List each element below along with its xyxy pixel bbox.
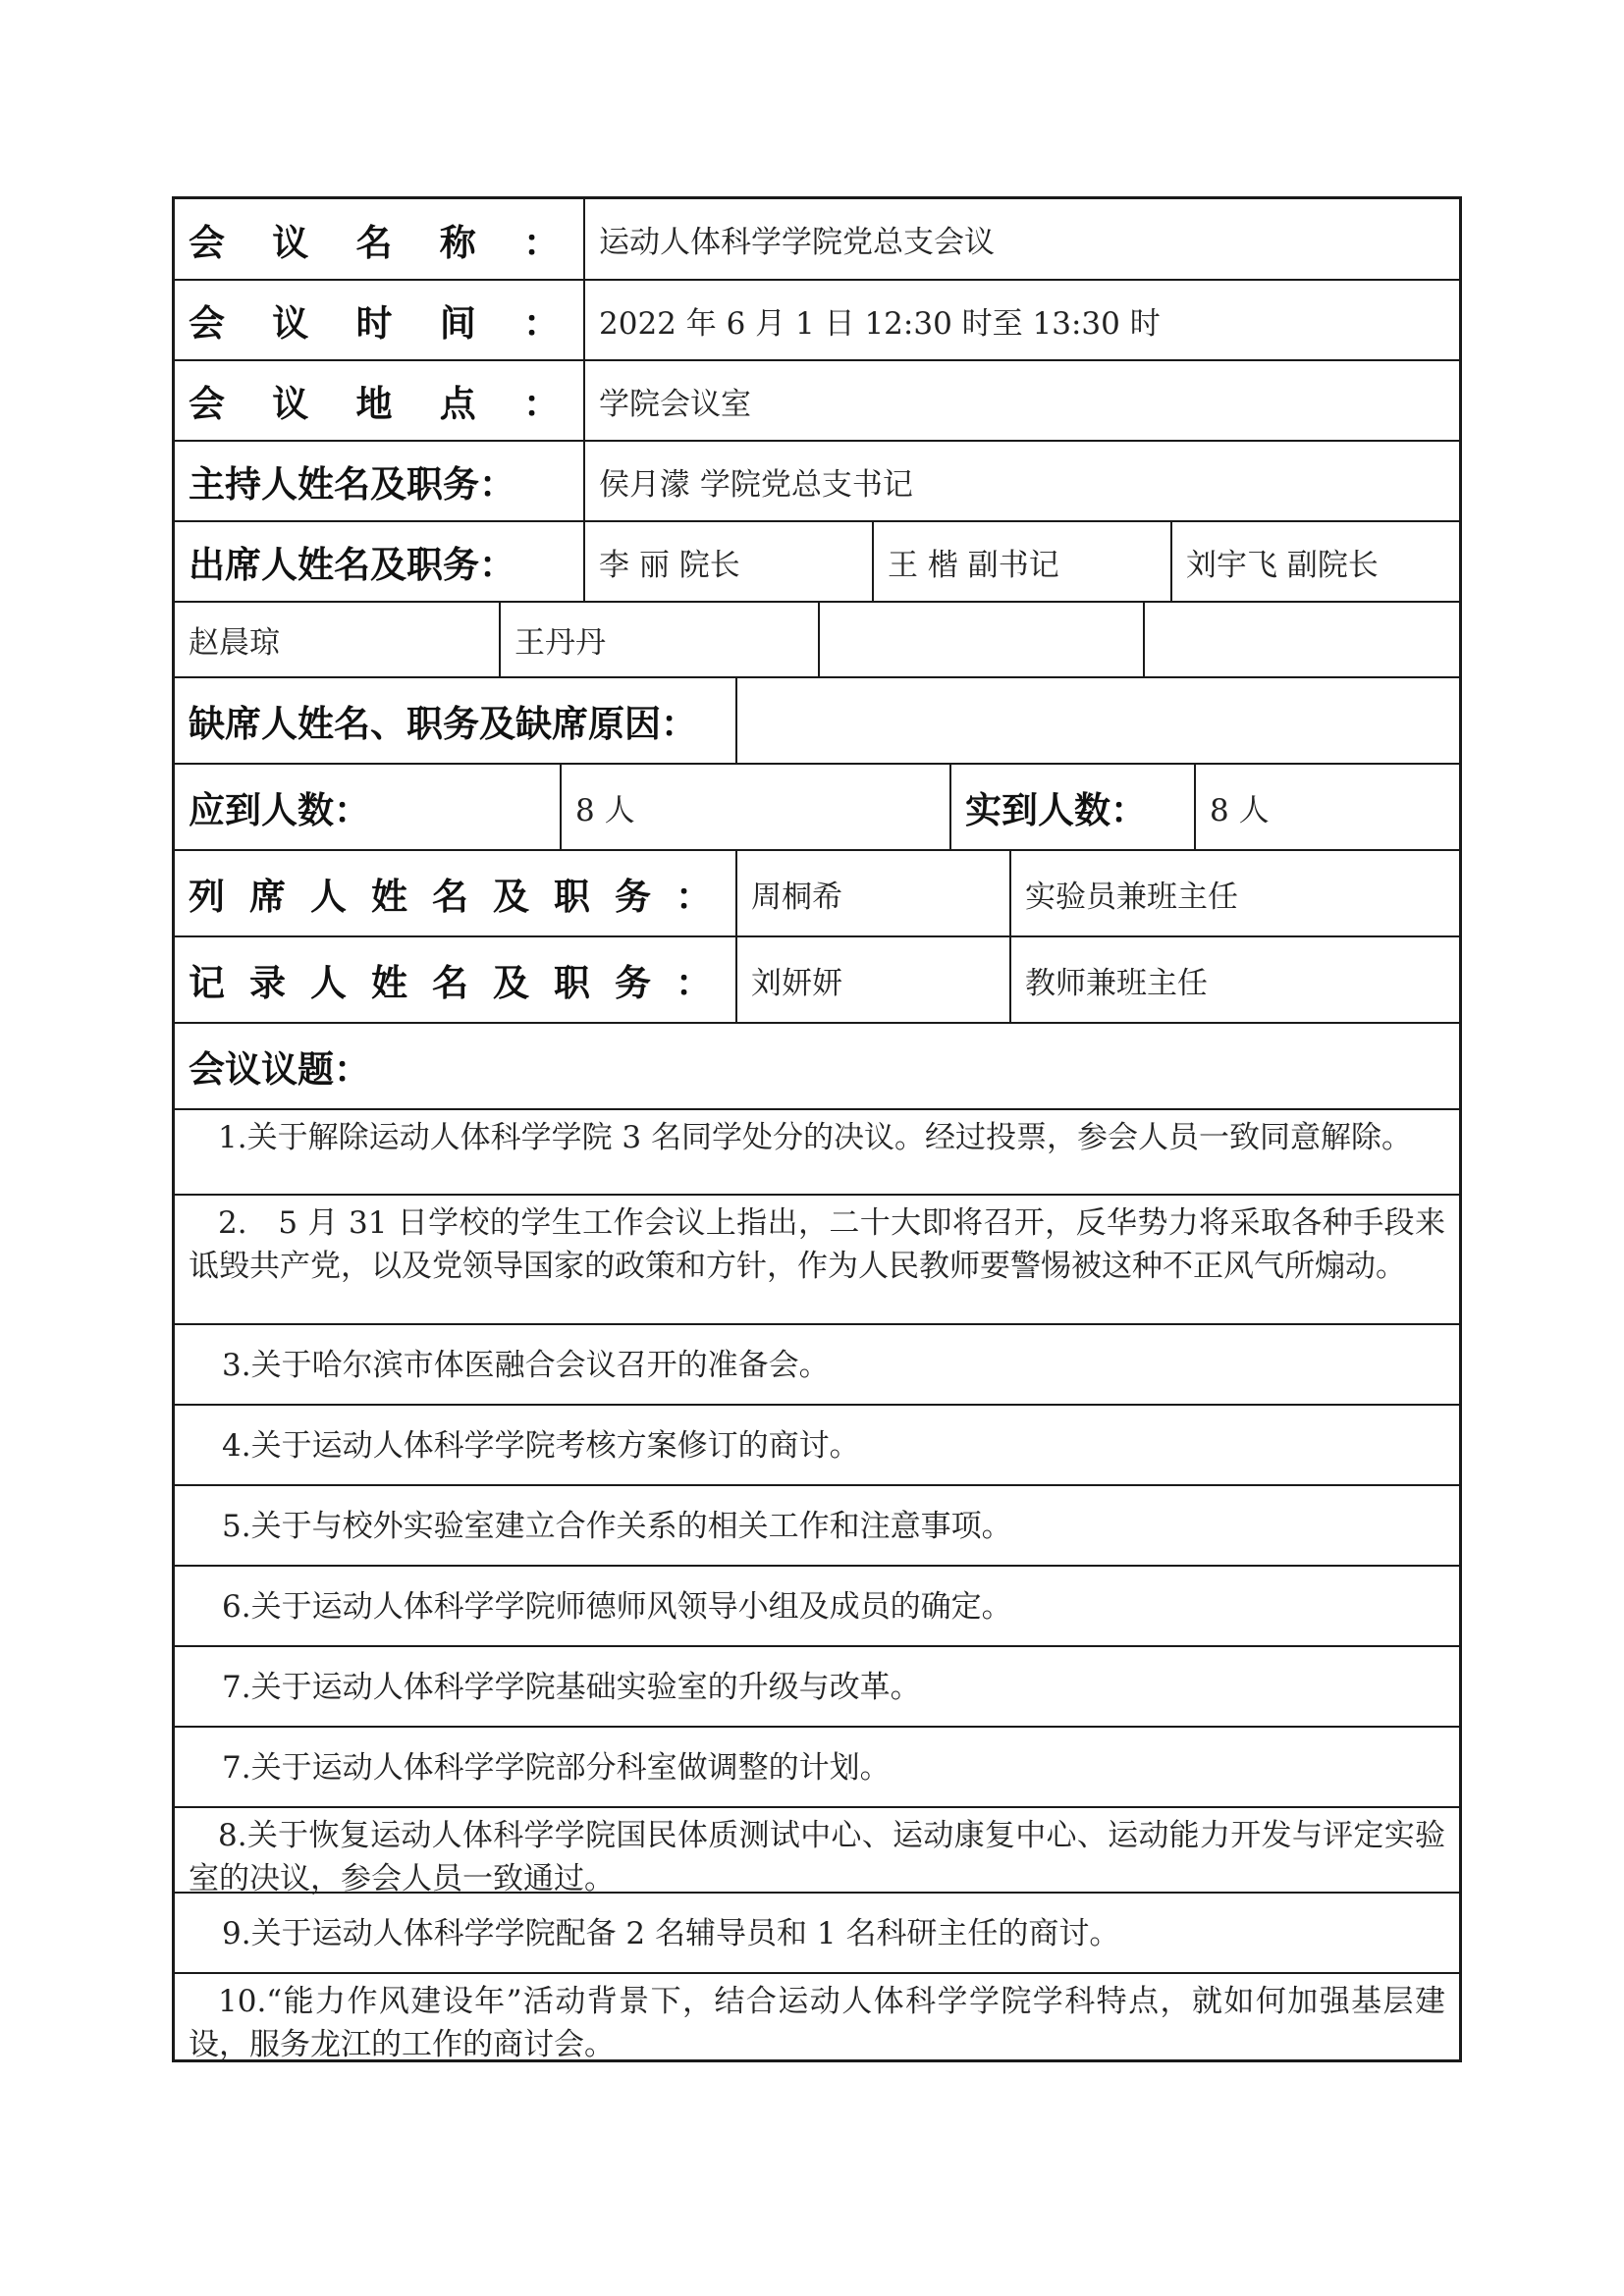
attendance-count-row bbox=[175, 765, 1459, 851]
meeting-name-value: 运动人体科学学院党总支会议 bbox=[599, 225, 995, 260]
meeting-place-value: 学院会议室 bbox=[599, 386, 751, 422]
absent-label: 缺席人姓名、职务及缺席原因： bbox=[175, 678, 737, 763]
agenda-item-row bbox=[175, 1486, 1459, 1567]
meeting-time-value: 2022 年 6 月 1 日 12:30 时至 13:30 时 bbox=[599, 305, 1161, 342]
agenda-header-row bbox=[175, 1024, 1459, 1110]
meeting-place-label: 会 议 地 点 ： bbox=[175, 361, 585, 440]
host-value: 侯月濛 学院党总支书记 bbox=[599, 466, 913, 503]
attendee-cell: 王丹丹 bbox=[501, 603, 820, 676]
attendee-cell: 李 丽 院长 bbox=[585, 522, 874, 601]
agenda-item-row bbox=[175, 1567, 1459, 1647]
agenda-item: 7.关于运动人体科学学院基础实验室的升级与改革。 bbox=[222, 1670, 921, 1705]
agenda-item: 4.关于运动人体科学学院考核方案修订的商讨。 bbox=[222, 1428, 860, 1464]
observer-title: 实验员兼班主任 bbox=[1025, 879, 1238, 915]
meeting-name-row bbox=[175, 199, 1459, 281]
recorder-title: 教师兼班主任 bbox=[1025, 965, 1208, 1001]
agenda-item: 1.关于解除运动人体科学学院 3 名同学处分的决议。经过投票，参会人员一致同意解除。 bbox=[218, 1120, 1413, 1155]
agenda-item-row bbox=[175, 1406, 1459, 1486]
recorder-label: 记 录 人 姓 名 及 职 务 ： bbox=[175, 937, 737, 1022]
agenda-item: 3.关于哈尔滨市体医融合会议召开的准备会。 bbox=[222, 1348, 830, 1383]
agenda-item-row bbox=[175, 1325, 1459, 1406]
host-row bbox=[175, 442, 1459, 522]
agenda-item-row bbox=[175, 1110, 1459, 1196]
attendee-cell: 王 楷 副书记 bbox=[874, 522, 1172, 601]
attendee-cell: 赵晨琼 bbox=[175, 603, 501, 676]
absent-row bbox=[175, 678, 1459, 765]
agenda-item-row bbox=[175, 1728, 1459, 1808]
expected-count-value: 8 人 bbox=[562, 765, 951, 849]
host-label: 主持人姓名及职务： bbox=[175, 442, 585, 520]
agenda-label: 会议议题： bbox=[189, 1048, 370, 1091]
meeting-time-row bbox=[175, 281, 1459, 361]
agenda-item: 8.关于恢复运动人体科学学院国民体质测试中心、运动康复中心、运动能力开发与评定实验室的决议，参会人员一致通过。 bbox=[189, 1818, 1445, 1896]
actual-count-label: 实到人数： bbox=[951, 765, 1196, 849]
agenda-item: 6.关于运动人体科学学院师德师风领导小组及成员的确定。 bbox=[222, 1589, 1012, 1625]
attendees-row-1 bbox=[175, 522, 1459, 603]
observer-name: 周桐希 bbox=[737, 851, 1011, 935]
actual-count-value: 8 人 bbox=[1210, 792, 1270, 828]
attendee-cell: 刘宇飞 副院长 bbox=[1186, 547, 1379, 583]
recorder-name: 刘妍妍 bbox=[737, 937, 1011, 1022]
recorder-row bbox=[175, 937, 1459, 1024]
agenda-item-row bbox=[175, 1196, 1459, 1325]
meeting-name-label: 会 议 名 称 ： bbox=[175, 199, 585, 279]
meeting-place-row bbox=[175, 361, 1459, 442]
attendees-row-2 bbox=[175, 603, 1459, 678]
expected-count-label: 应到人数： bbox=[175, 765, 562, 849]
absent-value bbox=[737, 678, 1459, 763]
attendee-cell-empty bbox=[820, 603, 1145, 676]
agenda-item-row bbox=[175, 1894, 1459, 1974]
agenda-item-row bbox=[175, 1647, 1459, 1728]
observer-label: 列 席 人 姓 名 及 职 务 ： bbox=[175, 851, 737, 935]
agenda-item: 7.关于运动人体科学学院部分科室做调整的计划。 bbox=[222, 1750, 891, 1786]
attendees-label: 出席人姓名及职务： bbox=[175, 522, 585, 601]
observer-row bbox=[175, 851, 1459, 937]
agenda-item: 9.关于运动人体科学学院配备 2 名辅导员和 1 名科研主任的商讨。 bbox=[222, 1916, 1120, 1951]
attendee-cell-empty bbox=[1145, 603, 1459, 676]
agenda-item: 5.关于与校外实验室建立合作关系的相关工作和注意事项。 bbox=[222, 1509, 1012, 1544]
agenda-item: 2. 5 月 31 日学校的学生工作会议上指出，二十大即将召开，反华势力将采取各种手段来诋毁共产党，以及党领导国家的政策和方针，作为人民教师要警惕被这种不正风气所煽动。 bbox=[189, 1205, 1445, 1284]
agenda-item-row bbox=[175, 1974, 1459, 2062]
agenda-item-row bbox=[175, 1808, 1459, 1894]
agenda-item: 10.“能力作风建设年”活动背景下，结合运动人体科学学院学科特点，就如何加强基层建设，服务龙江的工作的商讨会。 bbox=[189, 1984, 1445, 2062]
meeting-time-label: 会 议 时 间 ： bbox=[175, 281, 585, 359]
meeting-record-form bbox=[172, 196, 1462, 2062]
